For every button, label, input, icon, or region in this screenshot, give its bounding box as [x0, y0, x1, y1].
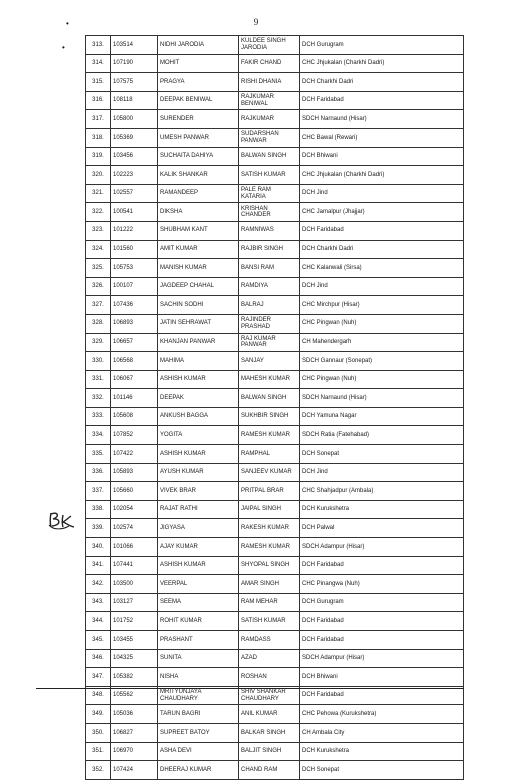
posting-place-cell: CHC Pingwan (Nuh)	[300, 314, 464, 333]
candidate-name-cell: RAMANDEEP	[158, 184, 239, 203]
candidate-id-cell: 106568	[111, 352, 158, 371]
candidate-name-cell: KHANJAN PANWAR	[158, 333, 239, 352]
father-name-cell: RAJINDER PRASHAD	[239, 314, 300, 333]
table-row	[86, 631, 464, 650]
table-row	[86, 54, 464, 73]
candidate-id-cell: 108118	[111, 91, 158, 110]
candidate-id-cell: 105660	[111, 482, 158, 501]
candidate-id-cell: 106657	[111, 333, 158, 352]
candidate-name-cell: NIDHI JARODIA	[158, 36, 239, 55]
father-name-cell: KRISHAN CHANDER	[239, 203, 300, 222]
posting-place-cell: DCH Palwal	[300, 519, 464, 538]
candidate-name-cell: DHEERAJ KUMAR	[158, 761, 239, 780]
serial-number-cell: 325.	[86, 259, 111, 278]
candidate-name-cell: JATIN SEHRAWAT	[158, 314, 239, 333]
candidate-id-cell: 102054	[111, 500, 158, 519]
candidate-id-cell: 107436	[111, 296, 158, 315]
father-name-cell: AZAD	[239, 649, 300, 668]
serial-number-cell: 341.	[86, 556, 111, 575]
table-row	[86, 519, 464, 538]
candidate-name-cell: KALIK SHANKAR	[158, 166, 239, 185]
candidate-name-cell: MANISH KUMAR	[158, 259, 239, 278]
candidate-name-cell: ROHIT KUMAR	[158, 612, 239, 631]
posting-place-cell: DCH Faridabad	[300, 91, 464, 110]
posting-place-cell: DCH Bhiwani	[300, 668, 464, 687]
candidate-id-cell: 102557	[111, 184, 158, 203]
table-row	[86, 445, 464, 464]
posting-place-cell: SDCH Adampur (Hisar)	[300, 538, 464, 557]
candidate-name-cell: TARUN BAGRI	[158, 705, 239, 724]
serial-number-cell: 322.	[86, 203, 111, 222]
father-name-cell: FAKIR CHAND	[239, 54, 300, 73]
candidate-id-cell: 106893	[111, 314, 158, 333]
posting-place-cell: CHC Kalanwali (Sirsa)	[300, 259, 464, 278]
candidate-id-cell: 103500	[111, 575, 158, 594]
candidate-name-cell: SHUBHAM KANT	[158, 221, 239, 240]
serial-number-cell: 348.	[86, 686, 111, 705]
father-name-cell: SANJAY	[239, 352, 300, 371]
serial-number-cell: 314.	[86, 54, 111, 73]
candidate-name-cell: JIGYASA	[158, 519, 239, 538]
allotment-table	[85, 35, 464, 780]
father-name-cell: RAM MEHAR	[239, 593, 300, 612]
candidate-name-cell: ASHISH KUMAR	[158, 445, 239, 464]
father-name-cell: AMAR SINGH	[239, 575, 300, 594]
table-row	[86, 407, 464, 426]
serial-number-cell: 324.	[86, 240, 111, 259]
father-name-cell: RAMNIWAS	[239, 221, 300, 240]
table-row	[86, 333, 464, 352]
serial-number-cell: 335.	[86, 445, 111, 464]
candidate-name-cell: DEEPAK	[158, 389, 239, 408]
posting-place-cell: CHC Pehowa (Kurukshetra)	[300, 705, 464, 724]
father-name-cell: PALE RAM KATARIA	[239, 184, 300, 203]
table-row	[86, 575, 464, 594]
candidate-name-cell: YOGITA	[158, 426, 239, 445]
posting-place-cell: SDCH Narnaund (Hisar)	[300, 110, 464, 129]
father-name-cell: RAKESH KUMAR	[239, 519, 300, 538]
father-name-cell: ANIL KUMAR	[239, 705, 300, 724]
serial-number-cell: 343.	[86, 593, 111, 612]
serial-number-cell: 333.	[86, 407, 111, 426]
candidate-id-cell: 105369	[111, 128, 158, 147]
posting-place-cell: DCH Charkhi Dadri	[300, 240, 464, 259]
table-row	[86, 612, 464, 631]
candidate-id-cell: 107441	[111, 556, 158, 575]
margin-dot-lower: •	[62, 43, 65, 52]
serial-number-cell: 351.	[86, 742, 111, 761]
candidate-id-cell: 105608	[111, 407, 158, 426]
candidate-name-cell: SUNITA	[158, 649, 239, 668]
candidate-name-cell: PRAGYA	[158, 73, 239, 92]
table-row	[86, 649, 464, 668]
table-row	[86, 221, 464, 240]
candidate-name-cell: MAHIMA	[158, 352, 239, 371]
table-row	[86, 91, 464, 110]
candidate-name-cell: ASHISH KUMAR	[158, 370, 239, 389]
posting-place-cell: DCH Sonepat	[300, 761, 464, 780]
candidate-id-cell: 101752	[111, 612, 158, 631]
candidate-id-cell: 103456	[111, 147, 158, 166]
candidate-name-cell: SEEMA	[158, 593, 239, 612]
posting-place-cell: DCH Gurugram	[300, 36, 464, 55]
posting-place-cell: DCH Yamuna Nagar	[300, 407, 464, 426]
posting-place-cell: DCH Kurukshetra	[300, 500, 464, 519]
candidate-id-cell: 101222	[111, 221, 158, 240]
candidate-id-cell: 100541	[111, 203, 158, 222]
father-name-cell: SATISH KUMAR	[239, 166, 300, 185]
table-row	[86, 277, 464, 296]
candidate-id-cell: 102574	[111, 519, 158, 538]
father-name-cell: RAMESH KUMAR	[239, 538, 300, 557]
table-row	[86, 240, 464, 259]
candidate-id-cell: 106970	[111, 742, 158, 761]
posting-place-cell: DCH Faridabad	[300, 612, 464, 631]
posting-place-cell: CHC Bawal (Rewari)	[300, 128, 464, 147]
serial-number-cell: 340.	[86, 538, 111, 557]
father-name-cell: JAIPAL SINGH	[239, 500, 300, 519]
candidate-name-cell: ANKUSH BAGGA	[158, 407, 239, 426]
posting-place-cell: DCH Jind	[300, 277, 464, 296]
candidate-name-cell: JAGDEEP CHAHAL	[158, 277, 239, 296]
serial-number-cell: 342.	[86, 575, 111, 594]
father-name-cell: SHYOPAL SINGH	[239, 556, 300, 575]
candidate-name-cell: AYUSH KUMAR	[158, 463, 239, 482]
table-row	[86, 686, 464, 705]
father-name-cell: SANJEEV KUMAR	[239, 463, 300, 482]
serial-number-cell: 329.	[86, 333, 111, 352]
father-name-cell: RAMDASS	[239, 631, 300, 650]
father-name-cell: RAMDIYA	[239, 277, 300, 296]
table-row	[86, 36, 464, 55]
father-name-cell: PRITPAL BRAR	[239, 482, 300, 501]
candidate-id-cell: 106827	[111, 723, 158, 742]
serial-number-cell: 345.	[86, 631, 111, 650]
serial-number-cell: 318.	[86, 128, 111, 147]
table-row	[86, 352, 464, 371]
father-name-cell: MAHESH KUMAR	[239, 370, 300, 389]
posting-place-cell: DCH Jind	[300, 463, 464, 482]
posting-place-cell: CHC Jhjukalan (Charkhi Dadri)	[300, 54, 464, 73]
table-row	[86, 73, 464, 92]
candidate-id-cell: 103514	[111, 36, 158, 55]
serial-number-cell: 336.	[86, 463, 111, 482]
table-body	[86, 36, 464, 780]
margin-dot-top: •	[66, 19, 69, 28]
father-name-cell: BALKAR SINGH	[239, 723, 300, 742]
father-name-cell: BALWAN SINGH	[239, 389, 300, 408]
candidate-id-cell: 104325	[111, 649, 158, 668]
serial-number-cell: 346.	[86, 649, 111, 668]
candidate-id-cell: 103455	[111, 631, 158, 650]
father-name-cell: BALWAN SINGH	[239, 147, 300, 166]
candidate-name-cell: RAJAT RATHI	[158, 500, 239, 519]
serial-number-cell: 337.	[86, 482, 111, 501]
candidate-name-cell: ASHISH KUMAR	[158, 556, 239, 575]
posting-place-cell: SDCH Narnaund (Hisar)	[300, 389, 464, 408]
candidate-id-cell: 107424	[111, 761, 158, 780]
table-row	[86, 668, 464, 687]
serial-number-cell: 344.	[86, 612, 111, 631]
candidate-name-cell: SUCHAITA DAHIYA	[158, 147, 239, 166]
table-row	[86, 742, 464, 761]
father-name-cell: SUKHBIR SINGH	[239, 407, 300, 426]
table-row	[86, 482, 464, 501]
serial-number-cell: 350.	[86, 723, 111, 742]
table-row	[86, 296, 464, 315]
father-name-cell: RAJ KUMAR PANWAR	[239, 333, 300, 352]
posting-place-cell: CHC Mirchpur (Hisar)	[300, 296, 464, 315]
father-name-cell: RAMESH KUMAR	[239, 426, 300, 445]
father-name-cell: BALJIT SINGH	[239, 742, 300, 761]
posting-place-cell: CH Mahendergarh	[300, 333, 464, 352]
table-row	[86, 259, 464, 278]
father-name-cell: SUDARSHAN PANWAR	[239, 128, 300, 147]
father-name-cell: KULDEE SINGH JARODIA	[239, 36, 300, 55]
table-row	[86, 370, 464, 389]
table-row	[86, 147, 464, 166]
table-row	[86, 593, 464, 612]
serial-number-cell: 334.	[86, 426, 111, 445]
table-row	[86, 184, 464, 203]
candidate-id-cell: 105893	[111, 463, 158, 482]
father-name-cell: RAJKUMAR	[239, 110, 300, 129]
table-row	[86, 426, 464, 445]
serial-number-cell: 332.	[86, 389, 111, 408]
posting-place-cell: CHC Jamalpur (Jhajjar)	[300, 203, 464, 222]
father-name-cell: RAJKUMAR BENIWAL	[239, 91, 300, 110]
candidate-id-cell: 105800	[111, 110, 158, 129]
serial-number-cell: 319.	[86, 147, 111, 166]
serial-number-cell: 339.	[86, 519, 111, 538]
table-row	[86, 538, 464, 557]
candidate-id-cell: 105382	[111, 668, 158, 687]
posting-place-cell: DCH Faridabad	[300, 686, 464, 705]
serial-number-cell: 330.	[86, 352, 111, 371]
candidate-id-cell: 105753	[111, 259, 158, 278]
candidate-name-cell: ASHA DEVI	[158, 742, 239, 761]
father-name-cell: BALRAJ	[239, 296, 300, 315]
posting-place-cell: CHC Jhjukalan (Charkhi Dadri)	[300, 166, 464, 185]
candidate-id-cell: 107190	[111, 54, 158, 73]
candidate-name-cell: SUPREET BATOY	[158, 723, 239, 742]
table-row	[86, 463, 464, 482]
candidate-id-cell: 101066	[111, 538, 158, 557]
father-name-cell: ROSHAN	[239, 668, 300, 687]
candidate-name-cell: VEERPAL	[158, 575, 239, 594]
candidate-name-cell: AJAY KUMAR	[158, 538, 239, 557]
serial-number-cell: 316.	[86, 91, 111, 110]
table-row	[86, 761, 464, 780]
candidate-name-cell: MOHIT	[158, 54, 239, 73]
posting-place-cell: SDCH Gannaur (Sonepat)	[300, 352, 464, 371]
serial-number-cell: 327.	[86, 296, 111, 315]
posting-place-cell: DCH Faridabad	[300, 556, 464, 575]
table-row	[86, 389, 464, 408]
serial-number-cell: 323.	[86, 221, 111, 240]
father-name-cell: BANSI RAM	[239, 259, 300, 278]
candidate-id-cell: 103127	[111, 593, 158, 612]
table-row	[86, 556, 464, 575]
posting-place-cell: SDCH Ratia (Fatehabad)	[300, 426, 464, 445]
father-name-cell: SATISH KUMAR	[239, 612, 300, 631]
candidate-id-cell: 105562	[111, 686, 158, 705]
father-name-cell: SHIV SHANKAR CHAUDHARY	[239, 686, 300, 705]
serial-number-cell: 349.	[86, 705, 111, 724]
posting-place-cell: DCH Bhiwani	[300, 147, 464, 166]
bottom-rule	[36, 688, 464, 689]
candidate-id-cell: 107575	[111, 73, 158, 92]
candidate-id-cell: 101146	[111, 389, 158, 408]
posting-place-cell: DCH Charkhi Dadri	[300, 73, 464, 92]
serial-number-cell: 317.	[86, 110, 111, 129]
posting-place-cell: CHC Shahjadpur (Ambala)	[300, 482, 464, 501]
father-name-cell: RISHI DHANIA	[239, 73, 300, 92]
candidate-name-cell: MRITYUNJAYA CHAUDHARY	[158, 686, 239, 705]
serial-number-cell: 320.	[86, 166, 111, 185]
posting-place-cell: DCH Gurugram	[300, 593, 464, 612]
candidate-name-cell: PRASHANT	[158, 631, 239, 650]
candidate-id-cell: 107422	[111, 445, 158, 464]
serial-number-cell: 321.	[86, 184, 111, 203]
table-row	[86, 110, 464, 129]
serial-number-cell: 313.	[86, 36, 111, 55]
candidate-id-cell: 100107	[111, 277, 158, 296]
table-row	[86, 203, 464, 222]
father-name-cell: RAJBIR SINGH	[239, 240, 300, 259]
table-row	[86, 128, 464, 147]
candidate-name-cell: AMIT KUMAR	[158, 240, 239, 259]
serial-number-cell: 352.	[86, 761, 111, 780]
serial-number-cell: 338.	[86, 500, 111, 519]
posting-place-cell: DCH Jind	[300, 184, 464, 203]
candidate-name-cell: NISHA	[158, 668, 239, 687]
table-row	[86, 500, 464, 519]
candidate-name-cell: DEEPAK BENIWAL	[158, 91, 239, 110]
candidate-name-cell: SACHIN SODHI	[158, 296, 239, 315]
posting-place-cell: DCH Sonepat	[300, 445, 464, 464]
serial-number-cell: 347.	[86, 668, 111, 687]
posting-place-cell: CH Ambala City	[300, 723, 464, 742]
father-name-cell: RAMPHAL	[239, 445, 300, 464]
posting-place-cell: DCH Faridabad	[300, 631, 464, 650]
candidate-name-cell: DIKSHA	[158, 203, 239, 222]
table-row	[86, 166, 464, 185]
table-row	[86, 314, 464, 333]
table-row	[86, 723, 464, 742]
father-name-cell: CHAND RAM	[239, 761, 300, 780]
serial-number-cell: 315.	[86, 73, 111, 92]
candidate-id-cell: 101560	[111, 240, 158, 259]
posting-place-cell: CHC Pinangwa (Nuh)	[300, 575, 464, 594]
serial-number-cell: 326.	[86, 277, 111, 296]
initials-signature	[47, 509, 77, 531]
candidate-id-cell: 106067	[111, 370, 158, 389]
candidate-id-cell: 107852	[111, 426, 158, 445]
table-row	[86, 705, 464, 724]
posting-place-cell: CHC Pingwan (Nuh)	[300, 370, 464, 389]
serial-number-cell: 328.	[86, 314, 111, 333]
posting-place-cell: DCH Kurukshetra	[300, 742, 464, 761]
candidate-name-cell: UMESH PANWAR	[158, 128, 239, 147]
serial-number-cell: 331.	[86, 370, 111, 389]
posting-place-cell: DCH Faridabad	[300, 221, 464, 240]
candidate-id-cell: 102223	[111, 166, 158, 185]
candidate-name-cell: VIVEK BRAR	[158, 482, 239, 501]
candidate-id-cell: 105036	[111, 705, 158, 724]
candidate-name-cell: SURENDER	[158, 110, 239, 129]
page-number: 9	[253, 17, 259, 27]
posting-place-cell: SDCH Adampur (Hisar)	[300, 649, 464, 668]
